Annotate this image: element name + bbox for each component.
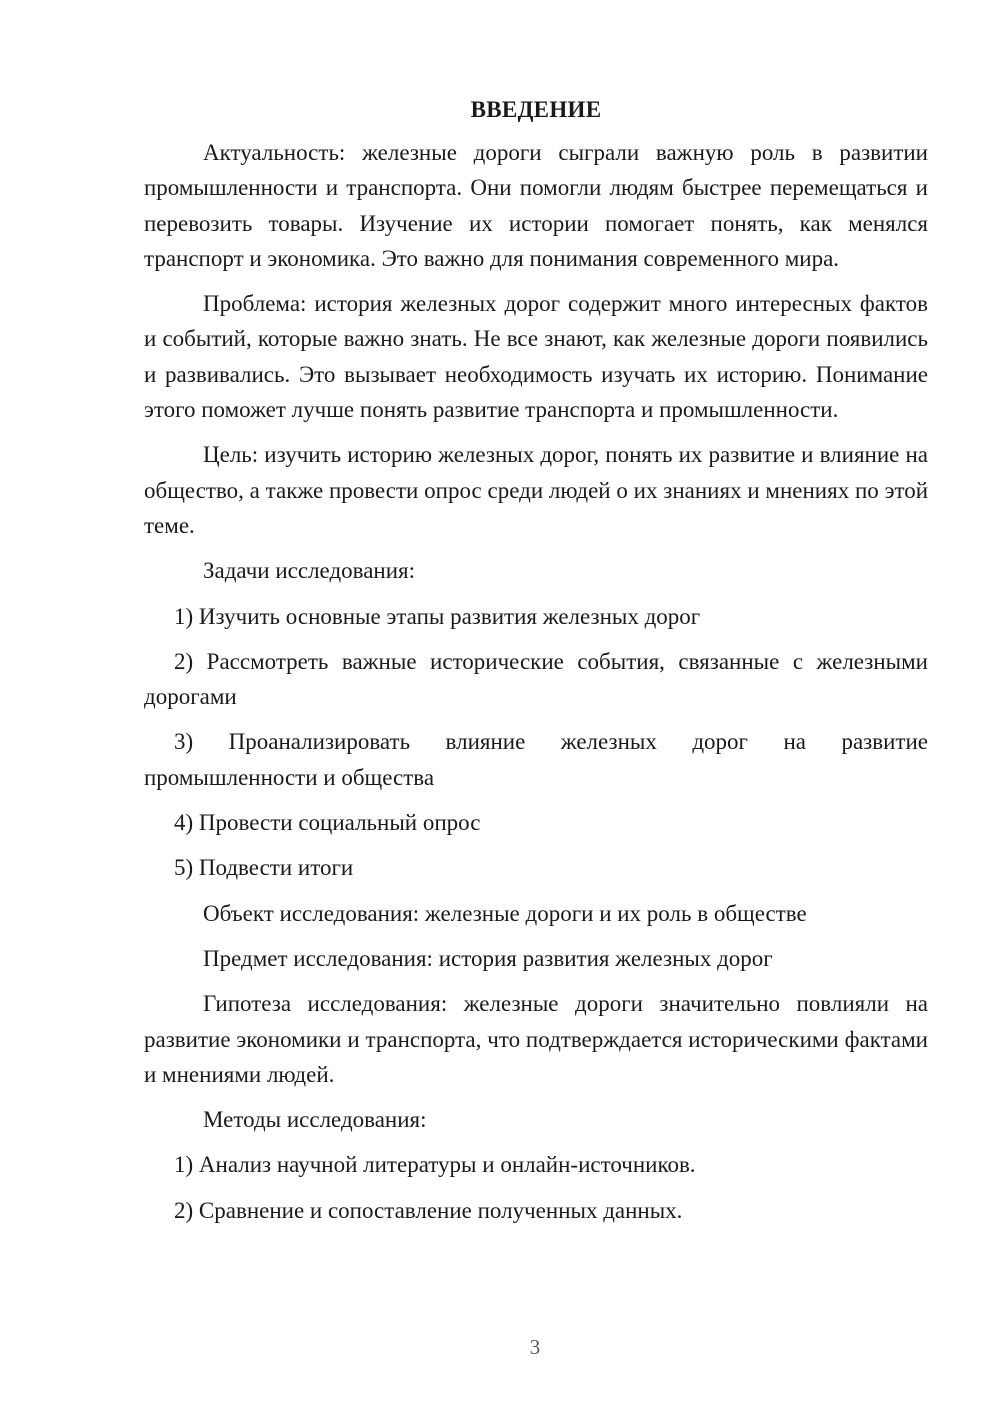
page-number: 3 [529,1335,541,1359]
paragraph-goal: Цель: изучить историю железных дорог, понять их развитие и влияние на общество, а также провести опрос среди людей о их знаниях и мнениях по этой теме. [144,442,928,538]
paragraph-subject: Предмет исследования: история развития железных дорог [203,945,773,971]
task-item-5: 5) Подвести итоги [174,855,354,881]
task-item-4: 4) Провести социальный опрос [174,810,481,836]
method-item-1: 1) Анализ научной литературы и онлайн-источников. [174,1152,696,1178]
paragraph-hypothesis: Гипотеза исследования: железные дороги значительно повлияли на развитие экономики и транспорта, что подтверждается историческими фактами и мнениями людей. [144,991,928,1087]
task-item-1: 1) Изучить основные этапы развития железных дорог [174,603,701,629]
paragraph-problem: Проблема: история железных дорог содержит много интересных фактов и событий, которые важно знать. Не все знают, как железные дороги появились и развивались. Это вызывает необходимость изучать их историю. Понимание этого поможет лучше понять развитие транспорта и промышленности. [144,291,928,423]
paragraph-methods-heading: Методы исследования: [203,1107,427,1133]
method-item-2: 2) Сравнение и сопоставление полученных данных. [174,1197,683,1223]
paragraph-object: Объект исследования: железные дороги и их роль в обществе [203,900,807,926]
task-item-3: 3) Проанализировать влияние железных дорог на развитие промышленности и общества [144,729,928,790]
document-page [144,95,928,1238]
paragraph-tasks-heading: Задачи исследования: [203,558,416,584]
task-item-2: 2) Рассмотреть важные исторические события, связанные с железными дорогами [144,648,928,710]
paragraph-relevance: Актуальность: железные дороги сыграли важную роль в развитии промышленности и транспорта. Они помогли людям быстрее перемещаться и перевозить товары. Изучение их истории помогает понять, как менялся транспорт и экономика. Это важно для понимания современного мира. [144,140,928,271]
page-title: ВВЕДЕНИЕ [470,97,602,122]
